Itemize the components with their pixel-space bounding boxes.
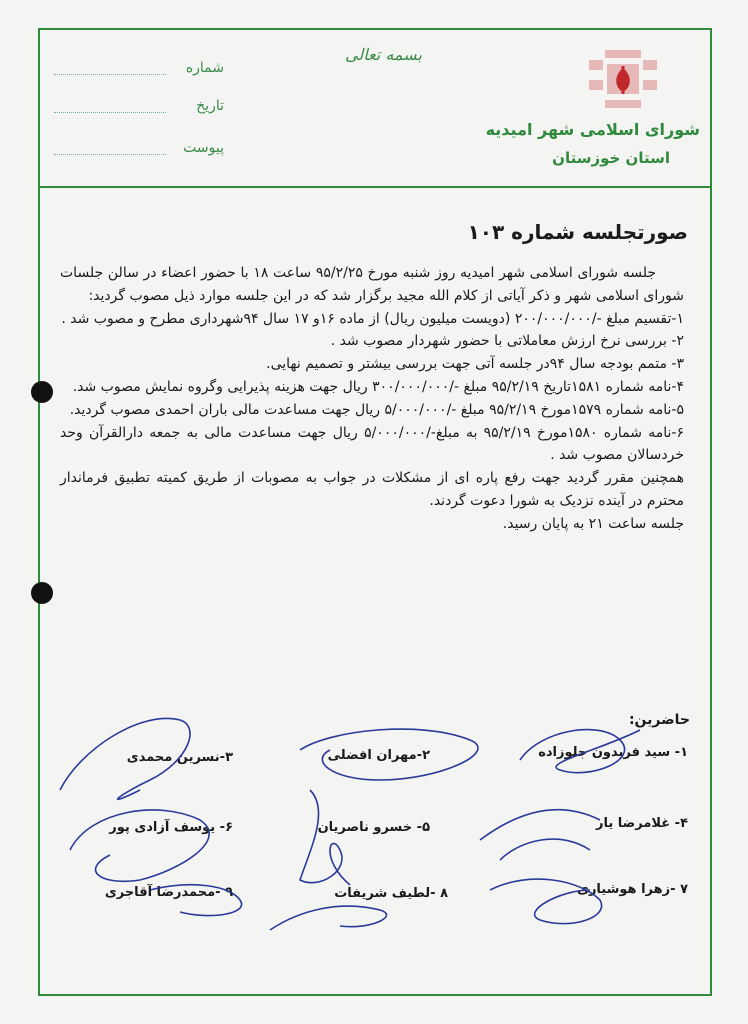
attendee-name: ۵- خسرو ناصریان [317, 820, 430, 835]
agenda-item: ۲- بررسی نرخ ارزش معاملاتی با حضور شهردار مصوب شد . [330, 333, 684, 350]
punch-hole [31, 582, 53, 604]
agenda-item: ۱-تقسیم مبلغ -/۲۰۰/۰۰۰/۰۰۰ (دویست میلیون ریال) از ماده ۱۶و ۱۷ سال ۹۴شهرداری مطرح و مصوب شد . [61, 310, 684, 327]
agenda-item: ۵-نامه شماره ۱۵۷۹مورخ ۹۵/۲/۱۹ مبلغ -/۵/۰۰۰/۰۰۰ ریال جهت مساعدت مالی باران احمدی مصوب گردید. [69, 401, 684, 418]
council-emblem-icon [583, 50, 663, 114]
attachment-field [54, 140, 224, 162]
punch-hole [31, 381, 53, 403]
province-name: استان خوزستان [552, 149, 670, 167]
agenda-item: ۴-نامه شماره ۱۵۸۱تاریخ ۹۵/۲/۱۹ مبلغ -/۳۰۰/۰۰۰/۰۰۰ ریال جهت هزینه پذیرایی وگروه نمایش مصوب شد. [72, 378, 684, 395]
attendee-name: ۱- سید فریدون جلوزاده [538, 745, 688, 760]
header-divider [38, 186, 712, 188]
attendee-name: ۷ -زهرا هوشیاری [577, 882, 688, 897]
number-label: شماره [185, 60, 224, 76]
minutes-body [60, 262, 684, 536]
closing-note: همچنین مقرر گردید جهت رفع پاره ای از مشکلات در جواب به مصوبات از طریق کمیته تطبیق فرماندار محترم در آینده نزدیک به شورا دعوت گردند. [60, 470, 684, 509]
number-field [54, 60, 224, 82]
agenda-item: ۳- متمم بودجه سال ۹۴در جلسه آتی جهت بررسی بیشتر و تصمیم نهایی. [266, 356, 684, 373]
attendee-name: ۳-نسرین محمدی [126, 750, 233, 765]
minutes-title: صورتجلسه شماره ۱۰۳ [467, 220, 688, 244]
attendee-name: ۸ -لطیف شریفات [334, 886, 448, 901]
date-label: تاریخ [196, 98, 224, 114]
date-field [54, 98, 224, 120]
attachment-label: پیوست [183, 140, 224, 156]
intro-paragraph: جلسه شورای اسلامی شهر امیدیه روز شنبه مورخ ۹۵/۲/۲۵ ساعت ۱۸ با حضور اعضاء در سالن جلسات شورای اسلامی شهر و ذکر آیاتی از کلام الله مجید برگزار شد که در این جلسه موارد ذیل مصوب گردید: [60, 265, 684, 304]
closing-time: جلسه ساعت ۲۱ به پایان رسید. [502, 515, 684, 532]
agenda-item: ۶-نامه شماره ۱۵۸۰مورخ ۹۵/۲/۱۹ به مبلغ-/۵/۰۰۰/۰۰۰ ریال جهت مساعدت مالی به جمعه دارالقرآن وحد خردسالان مصوب شد . [60, 424, 685, 464]
invocation: بسمه تعالی [345, 45, 422, 64]
org-name: شورای اسلامی شهر امیدیه [485, 120, 700, 139]
attendee-name: ۶- یوسف آزادی پور [109, 820, 233, 835]
attendee-name: ۲-مهران افضلی [327, 748, 430, 763]
attendee-name: ۹ -محمدرضا آقاجری [104, 885, 233, 900]
attendees-label: حاضرین: [628, 712, 690, 728]
attendee-name: ۴- غلامرضا یار [596, 816, 688, 831]
